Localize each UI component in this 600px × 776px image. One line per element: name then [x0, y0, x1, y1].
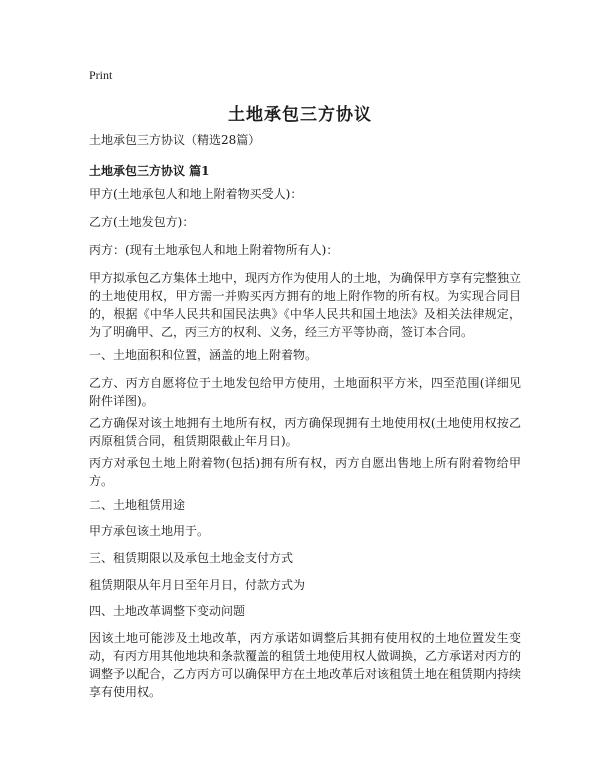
clause-2-paragraph: 甲方承包该土地用于。	[89, 524, 210, 538]
clause-1-paragraph-3: 丙方对承包土地上附着物(包括)拥有所有权，丙方自愿出售地上所有附着物给甲方。	[89, 456, 521, 488]
preamble-paragraph: 甲方拟承包乙方集体土地中，现丙方作为使用人的土地，为确保甲方享有完整独立的土地使用权，甲方需一并购买丙方拥有的地上附作物的所有权。为实现合同目的，根据《中华人民共和国民法典》《中华人民共和国土地法》及相关法律规定，为了明确甲、乙，丙三方的权利、义务，经三方平等协商，签订本合同。	[89, 271, 522, 339]
clause-2-heading: 二、土地租赁用途	[89, 498, 186, 512]
clause-1-paragraph-2: 乙方确保对该土地拥有土地所有权，丙方确保现拥有土地使用权(土地使用权按乙丙原租赁合同，租赁期限截止年月日)。	[89, 416, 521, 448]
clause-3-paragraph: 租赁期限从年月日至年月日，付款方式为	[89, 578, 306, 592]
party-c-line: 丙方：(现有土地承包人和地上附着物所有人)：	[89, 243, 339, 257]
clause-4-paragraph: 因该土地可能涉及土地改革，丙方承诺如调整后其拥有使用权的土地位置发生变动，有丙方用其他地块和条款覆盖的租赁土地使用权人做调换，乙方承诺对丙方的调整予以配合，乙方丙方可以确保甲方在土地改革后对该租赁土地在租赁期内持续享有使用权。	[89, 631, 522, 699]
clause-3-heading: 三、租赁期限以及承包土地金支付方式	[89, 551, 294, 565]
clause-4-heading: 四、土地改革调整下变动问题	[89, 604, 246, 618]
section-heading: 土地承包三方协议 篇1	[89, 164, 210, 178]
clause-1-heading: 一、土地面积和位置，涵盖的地上附着物。	[89, 348, 318, 362]
party-a-line: 甲方(土地承包人和地上附着物买受人)：	[89, 187, 303, 201]
print-label: Print	[89, 68, 113, 82]
document-subtitle: 土地承包三方协议（精选28篇）	[89, 133, 261, 147]
clause-1-paragraph-1: 乙方、丙方自愿将位于土地发包给甲方使用，土地面积平方米，四至范围(详细见附件详图)。	[89, 376, 521, 408]
document-title: 土地承包三方协议	[228, 105, 372, 125]
party-b-line: 乙方(土地发包方)：	[89, 215, 195, 229]
